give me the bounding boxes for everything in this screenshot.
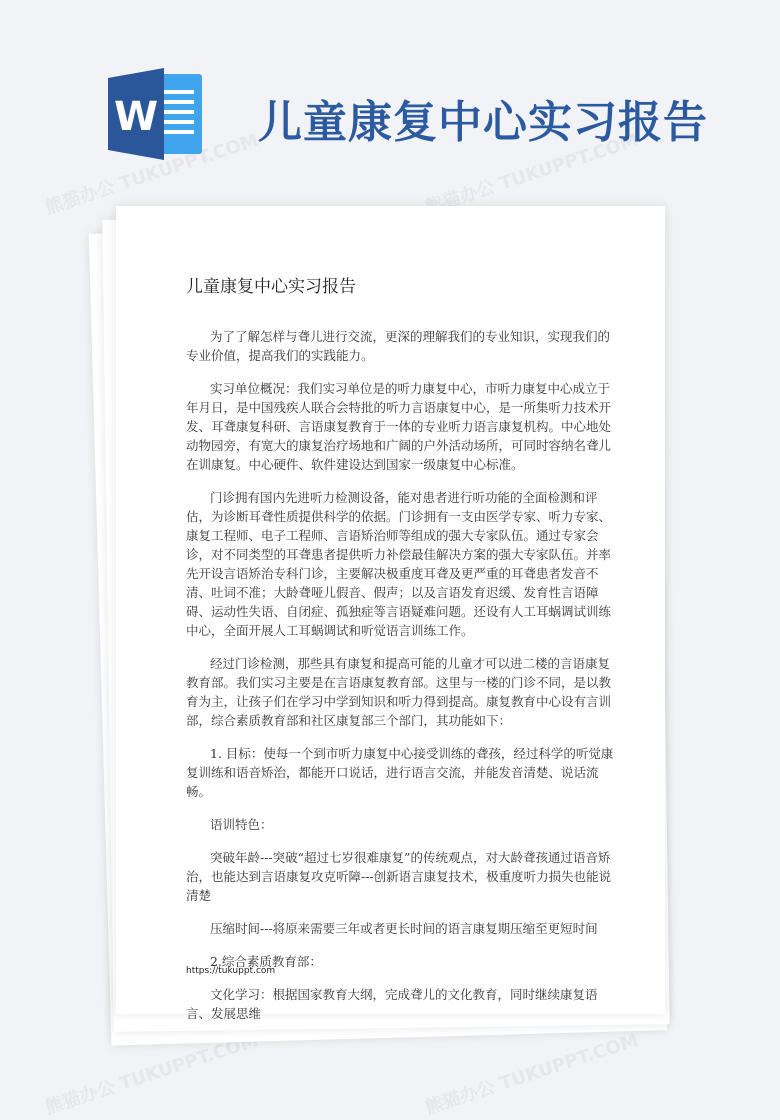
document-paragraph: 语训特色： xyxy=(210,817,273,832)
banner-title: 儿童康复中心实习报告 xyxy=(258,97,708,148)
document-body xyxy=(186,272,622,1037)
watermark: 熊猫办公 TUKUPPT.COM xyxy=(422,1030,641,1119)
document-title: 儿童康复中心实习报告 xyxy=(186,277,356,297)
document-page xyxy=(116,206,665,1021)
watermark: 熊猫办公 TUKUPPT.COM xyxy=(42,130,261,219)
document-paragraph: 文化学习：根据国家教育大纲，完成聋儿的文化教育，同时继续康复语言、发展思维 xyxy=(186,987,598,1021)
document-paragraph: 为了了解怎样与聋儿进行交流，更深的理解我们的专业知识，实现我们的专业价值，提高我们的实践能力。 xyxy=(186,329,611,363)
document-paragraph: 实习单位概况：我们实习单位是的听力康复中心，市听力康复中心成立于年月日，是中国残疾人联合会特批的听力言语康复中心，是一所集听力技术开发、耳聋康复科研、言语康复教育于一体的专业听力语言康复机构。中心地处动物园旁，有宽大的康复治疗场地和广阔的户外活动场所，可同时容纳名聋儿在训康复。中心硬件、软件建设达到国家一级康复中心标准。 xyxy=(186,381,612,472)
word-logo-icon xyxy=(108,66,208,162)
document-paragraph: 突破年龄---突破“超过七岁很难康复”的传统观点，对大龄聋孩通过语音矫治，也能达到言语康复攻克听障---创新语言康复技术，极重度听力损失也能说清楚 xyxy=(186,850,612,903)
document-paragraph: 1. 目标：使每一个到市听力康复中心接受训练的聋孩，经过科学的听觉康复训练和语音矫治，都能开口说话，进行语言交流，并能发音清楚、说话流畅。 xyxy=(186,746,614,799)
watermark: 熊猫办公 TUKUPPT.COM xyxy=(42,1030,261,1119)
document-paragraph: 门诊拥有国内先进听力检测设备，能对患者进行听功能的全面检测和评估，为诊断耳聋性质提供科学的依据。门诊拥有一支由医学专家、听力专家、康复工程师、电子工程师、言语矫治师等组成的强大专家队伍。通过专家会诊，对不同类型的耳聋患者提供听力补偿最佳解决方案的强大专家队伍。并率先开设言语矫治专科门诊，主要解决极重度耳聋及更严重的耳聋患者发音不清、吐词不准；大龄聋哑儿假音、假声；以及言语发育迟缓、发育性言语障碍、运动性失语、自闭症、孤独症等言语疑难问题。还设有人工耳蜗调试训练中心，全面开展人工耳蜗调试和听觉语言训练工作。 xyxy=(186,490,612,638)
word-logo-letter: W xyxy=(113,94,159,140)
document-footer-url: https://tukuppt.com xyxy=(186,966,276,976)
watermark: 熊猫办公 TUKUPPT.COM xyxy=(422,130,641,219)
document-paragraph: 压缩时间---将原来需要三年或者更长时间的语言康复期压缩至更短时间 xyxy=(210,921,598,936)
document-paragraph: 经过门诊检测，那些具有康复和提高可能的儿童才可以进二楼的言语康复教育部。我们实习主要是在言语康复教育部。这里与一楼的门诊不同，是以教育为主，让孩子们在学习中学到知识和听力得到提高。康复教育中心设有言训部，综合素质教育部和社区康复部三个部门，其功能如下： xyxy=(186,656,612,728)
document-paragraph: 2.综合素质教育部： xyxy=(210,954,322,969)
